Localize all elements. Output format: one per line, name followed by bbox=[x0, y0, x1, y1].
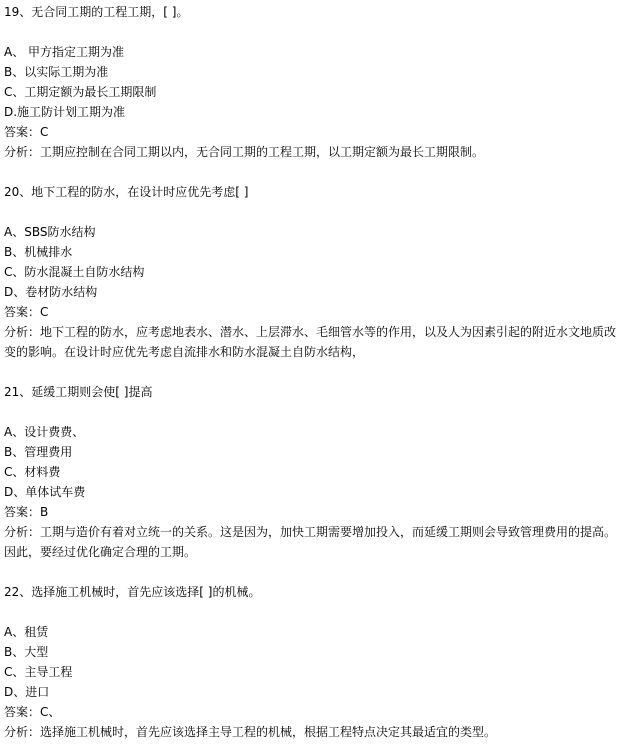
answer: 答案：C、 bbox=[4, 705, 61, 719]
option-d: D、卷材防水结构 bbox=[4, 285, 98, 299]
analysis: 分析：工期应控制在合同工期以内，无合同工期的工程工期，以工期定额为最长工期限制。 bbox=[4, 145, 485, 159]
option-a: A、设计费费、 bbox=[4, 425, 85, 439]
question-block bbox=[4, 2, 626, 182]
blank-line bbox=[4, 402, 626, 422]
analysis: 分析：工期与造价有着对立统一的关系。这是因为，加快工期需要增加投入，而延缓工期则会导致管理费用的提高。因此，要经过优化确定合理的工期。 bbox=[4, 525, 617, 559]
analysis: 分析：地下工程的防水，应考虑地表水、潜水、上层滞水、毛细管水等的作用，以及人为因素引起的附近水文地质改变的影响。在设计时应优先考虑自流排水和防水混凝土自防水结构， bbox=[4, 325, 617, 359]
blank-line bbox=[4, 162, 626, 182]
option-c: C、防水混凝土自防水结构 bbox=[4, 265, 145, 279]
blank-line bbox=[4, 202, 626, 222]
option-c: C、工期定额为最长工期限制 bbox=[4, 85, 157, 99]
question-block bbox=[4, 382, 626, 582]
blank-line bbox=[4, 22, 626, 42]
option-d: D、进口 bbox=[4, 685, 50, 699]
blank-line bbox=[4, 362, 626, 382]
question-stem: 20、地下工程的防水，在设计时应优先考虑[ ] bbox=[4, 185, 249, 199]
option-b: B、以实际工期为准 bbox=[4, 65, 109, 79]
option-b: B、管理费用 bbox=[4, 445, 73, 459]
option-c: C、材料费 bbox=[4, 465, 61, 479]
answer: 答案：B bbox=[4, 505, 49, 519]
blank-line bbox=[4, 602, 626, 622]
option-a: A、租赁 bbox=[4, 625, 49, 639]
option-c: C、主导工程 bbox=[4, 665, 73, 679]
answer: 答案：C bbox=[4, 305, 49, 319]
blank-line bbox=[4, 562, 626, 582]
option-b: B、大型 bbox=[4, 645, 49, 659]
question-stem: 19、无合同工期的工程工期，[ ]。 bbox=[4, 5, 189, 19]
option-d: D.施工防计划工期为准 bbox=[4, 105, 126, 119]
option-a: A、 甲方指定工期为准 bbox=[4, 45, 125, 59]
question-block bbox=[4, 182, 626, 382]
option-d: D、单体试车费 bbox=[4, 485, 86, 499]
question-block bbox=[4, 582, 626, 742]
question-stem: 21、延缓工期则会使[ ]提高 bbox=[4, 385, 153, 399]
question-stem: 22、选择施工机械时，首先应该选择[ ]的机械。 bbox=[4, 585, 261, 599]
option-b: B、机械排水 bbox=[4, 245, 73, 259]
analysis: 分析：选择施工机械时，首先应该选择主导工程的机械，根据工程特点决定其最适宜的类型。 bbox=[4, 725, 497, 739]
option-a: A、SBS防水结构 bbox=[4, 225, 96, 239]
answer: 答案：C bbox=[4, 125, 49, 139]
document-body bbox=[4, 2, 626, 742]
